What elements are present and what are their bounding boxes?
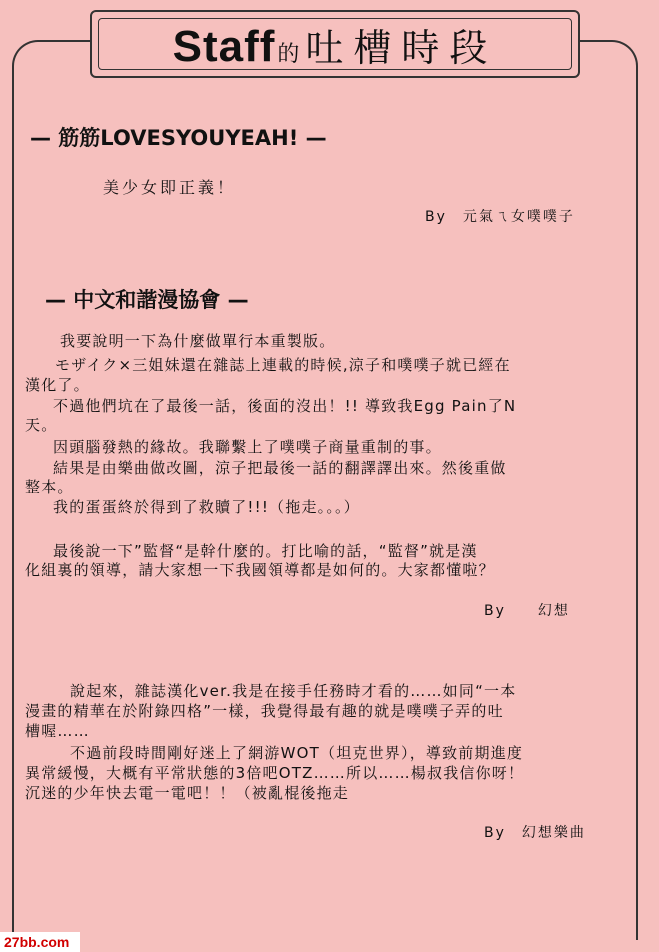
title-de: 的 <box>277 41 300 67</box>
section3-line: 不過前段時間剛好迷上了網游WOT（坦克世界），導致前期進度 <box>70 744 524 762</box>
section2-line: 最後說一下”監督“是幹什麼的。打比喻的話，“監督”就是漢 <box>53 542 478 560</box>
section2-line: 整本。 <box>25 478 74 496</box>
section3-line: 說起來，雜誌漢化ver.我是在接手任務時才看的……如同“一本 <box>70 682 517 700</box>
section2-signature: By 幻想 <box>484 603 570 619</box>
section2-line: モザイク×三姐妹還在雜誌上連載的時候,涼子和噗噗子就已經在 <box>55 356 511 374</box>
section2-line: 漢化了。 <box>25 376 90 394</box>
section3-line: 漫畫的精華在於附錄四格”一樣，我覺得最有趣的就是噗噗子弄的吐 <box>25 702 504 720</box>
title-box <box>90 10 580 78</box>
section2-line: 因頭腦發熱的緣故。我聯繫上了噗噗子商量重制的事。 <box>53 438 442 456</box>
section2-line: 我要說明一下為什麼做單行本重製版。 <box>60 332 336 350</box>
title-zh: 吐槽時段 <box>305 25 498 70</box>
site-watermark: 27bb.com <box>0 932 80 952</box>
page-title <box>173 17 498 72</box>
section2-line: 結果是由樂曲做改圖，涼子把最後一話的翻譯譯出來。然後重做 <box>53 459 507 477</box>
section2-line: 我的蛋蛋終於得到了救贖了!!!（拖走。。。） <box>53 498 360 516</box>
section3-line: 異常緩慢，大概有平常狀態的3倍吧OTZ……所以……楊叔我信你呀！ <box>25 764 525 782</box>
section3-line: 槽喔…… <box>25 722 90 740</box>
section2-line: 不過他們坑在了最後一話，後面的沒出！!! 導致我Egg Pain了N <box>53 397 517 415</box>
title-en: Staff <box>172 21 276 71</box>
section1-body: 美少女即正義！ <box>103 178 237 197</box>
section2-line: 天。 <box>25 416 58 434</box>
section3-signature: By 幻想樂曲 <box>484 825 586 841</box>
section1-heading: — 筋筋LOVESYOUYEAH! — <box>30 126 327 150</box>
section2-line: 化組裏的領導，請大家想一下我國領導都是如何的。大家都懂啦？ <box>25 561 495 579</box>
section2-heading: — 中文和諧漫協會 — <box>45 288 249 312</box>
section1-signature: By 元氣ㄟ女噗噗子 <box>425 209 575 225</box>
section3-line: 沉迷的少年快去電一電吧！！（被亂棍後拖走 <box>25 784 350 802</box>
